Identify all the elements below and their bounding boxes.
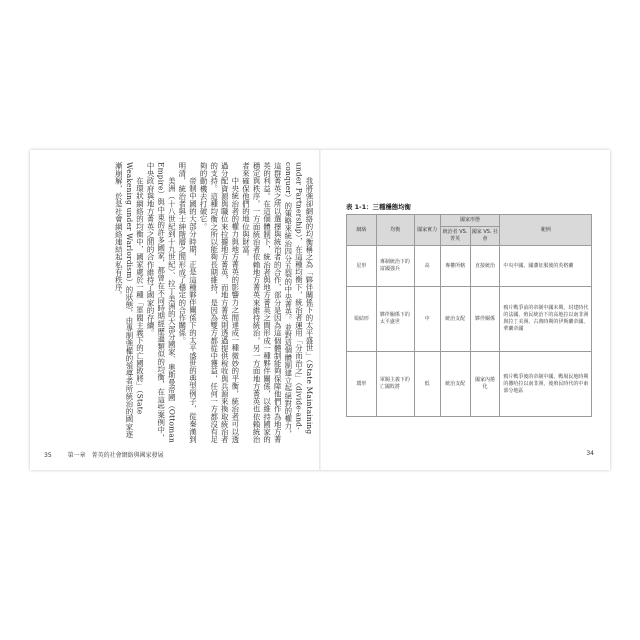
book-spread [30, 150, 610, 470]
cell-network: 星形 [347, 246, 377, 287]
cell-form-b: 直接統治 [470, 246, 500, 287]
cell-equilibrium: 專制統治下的富國強兵 [376, 246, 414, 287]
cell-examples: 鴉片戰爭前的帝制中國末期、封建時代的法國、殖民統治下的高地拉以南非洲與拉丁美洲、古典時期的伊斯蘭帝國、華蘭帝國 [500, 287, 592, 352]
cell-equilibrium: 夥伴關係下的太平盛世 [376, 287, 414, 352]
header-state-capacity: 國家實力 [414, 215, 440, 246]
cell-network: 環形 [347, 352, 377, 417]
cell-form-a: 統治支配 [440, 352, 470, 417]
left-page [30, 150, 320, 470]
header-state-form: 國家形態 [440, 215, 500, 227]
cell-capacity: 中 [414, 287, 440, 352]
paragraph: 美洲（十八世紀到十九世紀）、拉丁美洲的大部分國家、奧斯曼帝國（Ottoman Empire）與中東的許多國家，都曾在不同時期經歷過類似的均衡，在這些案例中，中央政府與地方菁英之間的合作維持了國家的存續。 [146, 162, 177, 443]
cell-capacity: 低 [414, 352, 440, 417]
header-equilibrium: 均衡 [376, 215, 414, 246]
paragraph: 中央統治者的權力與地方菁英的影響力之間達成一種微妙的平衡，統治者可以透過分配資源與職位來拉攏地方菁英，而地方菁英則透過提供稅收與兵源來換取統治者的支持。這種均衡之所以能夠長期維持，是因為雙方都從中獲益，任何一方都沒有足夠的動機去打破它。 [199, 162, 240, 444]
page-number: 35 [44, 452, 52, 459]
cell-network: 領結形 [347, 287, 377, 352]
cell-capacity: 高 [414, 246, 440, 287]
cell-form-a: 統治支配 [440, 287, 470, 352]
cell-form-b: 國家內捲化 [470, 352, 500, 417]
cell-equilibrium: 軍閥主義下的亡國敗將 [376, 352, 414, 417]
paragraph: 帝制中國的大部分時期，正是這種夥伴關係下的太平盛世的典型例子，從秦漢到明清，統治者與士紳階層之間形成了穩定的合作關係。 [177, 162, 198, 443]
header-network: 網絡 [347, 215, 377, 246]
cell-examples: 鴉片戰爭後的帝制中國、戰場民地時期的撒哈拉以南非洲，後殖民時代的中東部分地區 [500, 352, 592, 417]
body-text [44, 162, 314, 444]
header-state-vs-society: 國家 VS. 社會 [470, 227, 500, 246]
table-row [347, 352, 592, 417]
left-footer [44, 450, 304, 459]
right-page [320, 150, 610, 470]
header-examples: 範例 [500, 215, 592, 246]
header-ruler-vs-elite: 統治者 VS. 菁英 [440, 227, 470, 246]
page-number: 34 [586, 450, 594, 457]
cell-form-b: 夥伴關係 [470, 287, 500, 352]
paragraph: 在環狀網絡的均衡中，國家處於一種「軍閥主義下的亡國敗將」（State Weakening under Warlordism）的狀態，由專制強權的領導者所統治的國家逐漸崩解，於是社會網絡連結起私有秩序。 [114, 162, 145, 439]
table-title: 表 1-1：三種穩態均衡 [346, 203, 411, 211]
equilibrium-table [346, 214, 592, 417]
running-head: 第一章 菁英的社會網絡與國家發展 [67, 452, 164, 459]
cell-form-a: 專權所轄 [440, 246, 470, 287]
table-row [347, 246, 592, 287]
cell-examples: 中央中國、國藩征服後的英格蘭 [500, 246, 592, 287]
table-row [347, 287, 592, 352]
paragraph: 我將強卻網絡的均衡稱之為「夥伴關係下的太平盛世」（State Maintaining under Partnership），在這種均衡下，統治者運用「分而治之」（divide-and-conquer）的策略來統治四分五裂的中央菁英。並對這個體制建立起絕對的權力，這群菁英之所以選擇與統治者的合作，部分是因為這個體制能夠保障他們作為地方菁英的利益。在這個體制下，統治者與地方菁英之間形成一種夥伴關係，以維持國家的穩定與秩序，一方面統治者依賴地方菁英來維持統治，另一方面地方菁英也依賴統治者來確保他們的地位與財富。 [241, 162, 314, 444]
